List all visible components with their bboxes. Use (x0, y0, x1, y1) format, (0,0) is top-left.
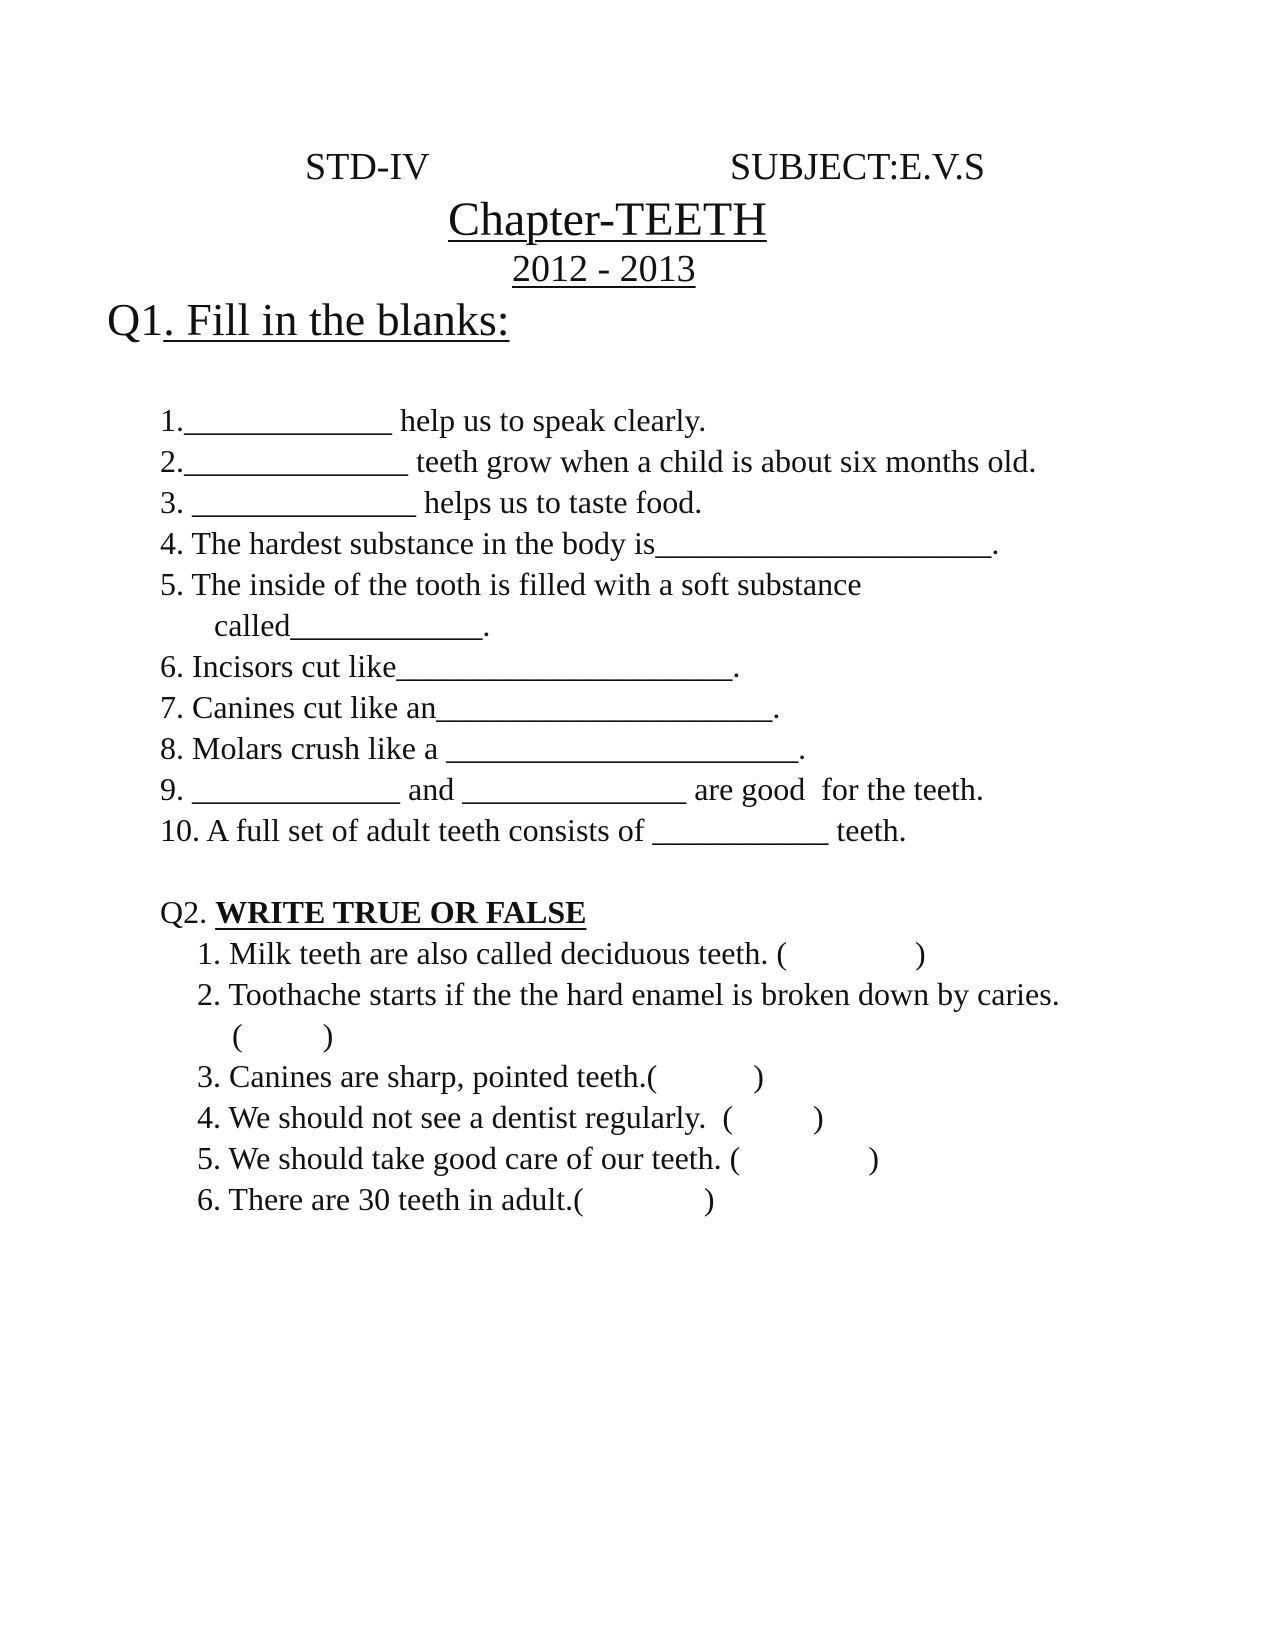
q2-number: Q2. (160, 894, 216, 930)
q1-item-6: 6. Incisors cut like_____________________. (160, 648, 741, 684)
q1-item-1: 1._____________ help us to speak clearly. (160, 402, 707, 438)
q2-item-3: 3. Canines are sharp, pointed teeth.( ) (197, 1058, 764, 1094)
std-label: STD-IV (305, 146, 430, 188)
q2-title: WRITE TRUE OR FALSE (215, 894, 587, 930)
q1-item-8: 8. Molars crush like a ______________________. (160, 730, 807, 766)
q1-item-3: 3. ______________ helps us to taste food. (160, 484, 703, 520)
q2-item-2: 2. Toothache starts if the the hard enamel is broken down by caries. (197, 976, 1060, 1012)
q1-item-5-continued: called____________. (214, 607, 491, 643)
q1-title: . Fill in the blanks: (163, 294, 510, 345)
q1-item-7: 7. Canines cut like an_____________________. (160, 689, 781, 725)
q2-item-4: 4. We should not see a dentist regularly. ( ) (197, 1099, 824, 1135)
q2-heading (160, 896, 586, 928)
academic-year: 2012 - 2013 (512, 248, 696, 290)
chapter-title: Chapter-TEETH (448, 193, 767, 246)
q2-item-1: 1. Milk teeth are also called deciduous teeth. ( ) (197, 935, 926, 971)
subject-label: SUBJECT:E.V.S (730, 146, 986, 188)
q1-heading (107, 294, 510, 345)
q1-item-5: 5. The inside of the tooth is filled with a soft substance (160, 566, 862, 602)
q1-item-4: 4. The hardest substance in the body is_____________________. (160, 525, 1000, 561)
q1-item-9: 9. _____________ and ______________ are good for the teeth. (160, 771, 984, 807)
q2-item-5: 5. We should take good care of our teeth. ( ) (197, 1140, 879, 1176)
q2-item-6: 6. There are 30 teeth in adult.( ) (197, 1181, 715, 1217)
q1-item-2: 2.______________ teeth grow when a child is about six months old. (160, 443, 1037, 479)
q1-number: Q1 (107, 294, 164, 345)
q1-item-10: 10. A full set of adult teeth consists of ___________ teeth. (160, 812, 907, 848)
q2-item-2-continued: ( ) (232, 1017, 334, 1053)
